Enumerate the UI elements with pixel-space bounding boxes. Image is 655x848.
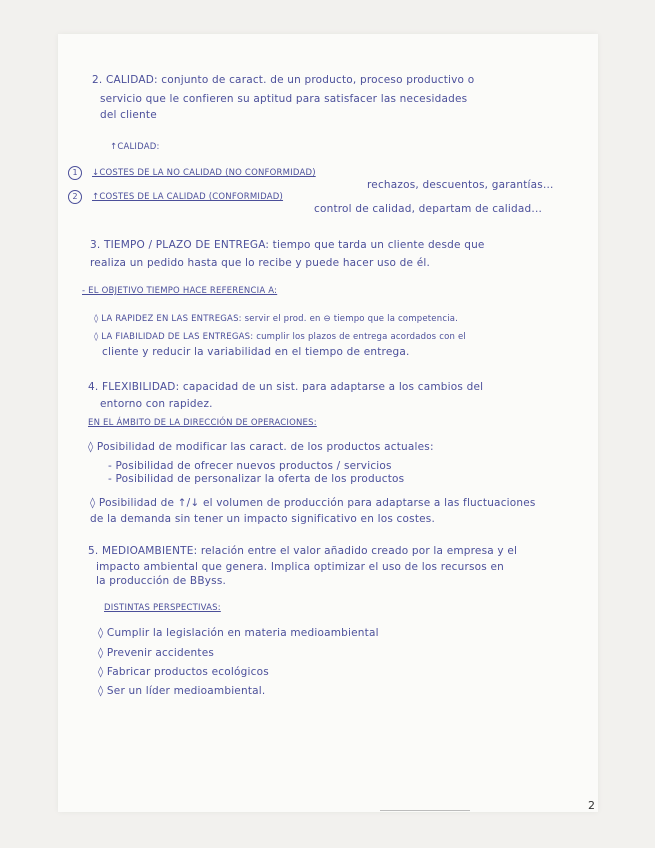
tiempo-def: 3. TIEMPO / PLAZO DE ENTREGA: tiempo que tarda un cliente desde que	[90, 239, 485, 251]
posibilidad-nuevos: - Posibilidad de ofrecer nuevos productos / servicios	[108, 460, 392, 472]
flexibilidad-def: 4. FLEXIBILIDAD: capacidad de un sist. para adaptarse a los cambios del	[88, 381, 484, 393]
fiabilidad-item-2: cliente y reducir la variabilidad en el tiempo de entrega.	[102, 346, 410, 358]
line-calidad-def-3: del cliente	[100, 109, 157, 121]
marker-2: 2	[68, 190, 82, 204]
perspectiva-legislacion: ◊ Cumplir la legislación en materia medioambiental	[98, 627, 379, 639]
line-calidad-def: 2. CALIDAD: conjunto de caract. de un producto, proceso productivo o	[92, 74, 475, 86]
flexibilidad-def-2: entorno con rapidez.	[100, 398, 213, 410]
calidad-costs: ↑COSTES DE LA CALIDAD (CONFORMIDAD)	[92, 192, 284, 202]
posibilidad-volumen-2: de la demanda sin tener un impacto significativo en los costes.	[90, 513, 436, 525]
perspectiva-accidentes: ◊ Prevenir accidentes	[98, 647, 215, 659]
page-bottom-mark	[380, 810, 470, 811]
ambito-heading: EN EL ÁMBITO DE LA DIRECCIÓN DE OPERACIONES:	[88, 418, 317, 428]
no-calidad-examples: rechazos, descuentos, garantías...	[367, 179, 554, 191]
medioambiente-def-3: la producción de BByss.	[96, 575, 227, 587]
fiabilidad-item: ◊ LA FIABILIDAD DE LAS ENTREGAS: cumplir los plazos de entrega acordados con el	[94, 332, 466, 342]
rapidez-item: ◊ LA RAPIDEZ EN LAS ENTREGAS: servir el prod. en ⊖ tiempo que la competencia.	[94, 314, 459, 324]
posibilidad-modificar: ◊ Posibilidad de modificar las caract. de los productos actuales:	[88, 441, 434, 453]
medioambiente-def: 5. MEDIOAMBIENTE: relación entre el valor añadido creado por la empresa y el	[88, 545, 518, 557]
tiempo-def-2: realiza un pedido hasta que lo recibe y puede hacer uso de él.	[90, 257, 431, 269]
line-calidad-def-2: servicio que le confieren su aptitud para satisfacer las necesidades	[100, 93, 468, 105]
medioambiente-def-2: impacto ambiental que genera. Implica optimizar el uso de los recursos en	[96, 561, 505, 573]
no-calidad-costs: ↓COSTES DE LA NO CALIDAD (NO CONFORMIDAD)	[92, 168, 316, 178]
calidad-examples: control de calidad, departam de calidad...	[314, 203, 543, 215]
marker-1: 1	[68, 166, 82, 180]
page-number: 2	[588, 799, 595, 812]
calidad-heading: ↑CALIDAD:	[110, 142, 160, 152]
posibilidad-volumen: ◊ Posibilidad de ↑/↓ el volumen de producción para adaptarse a las fluctuaciones	[90, 497, 536, 509]
perspectiva-lider: ◊ Ser un líder medioambiental.	[98, 685, 266, 697]
perspectiva-ecologicos: ◊ Fabricar productos ecológicos	[98, 666, 269, 678]
perspectivas-heading: DISTINTAS PERSPECTIVAS:	[104, 603, 221, 613]
objetivo-tiempo-heading: - EL OBJETIVO TIEMPO HACE REFERENCIA A:	[82, 286, 278, 296]
posibilidad-personalizar: - Posibilidad de personalizar la oferta de los productos	[108, 473, 405, 485]
